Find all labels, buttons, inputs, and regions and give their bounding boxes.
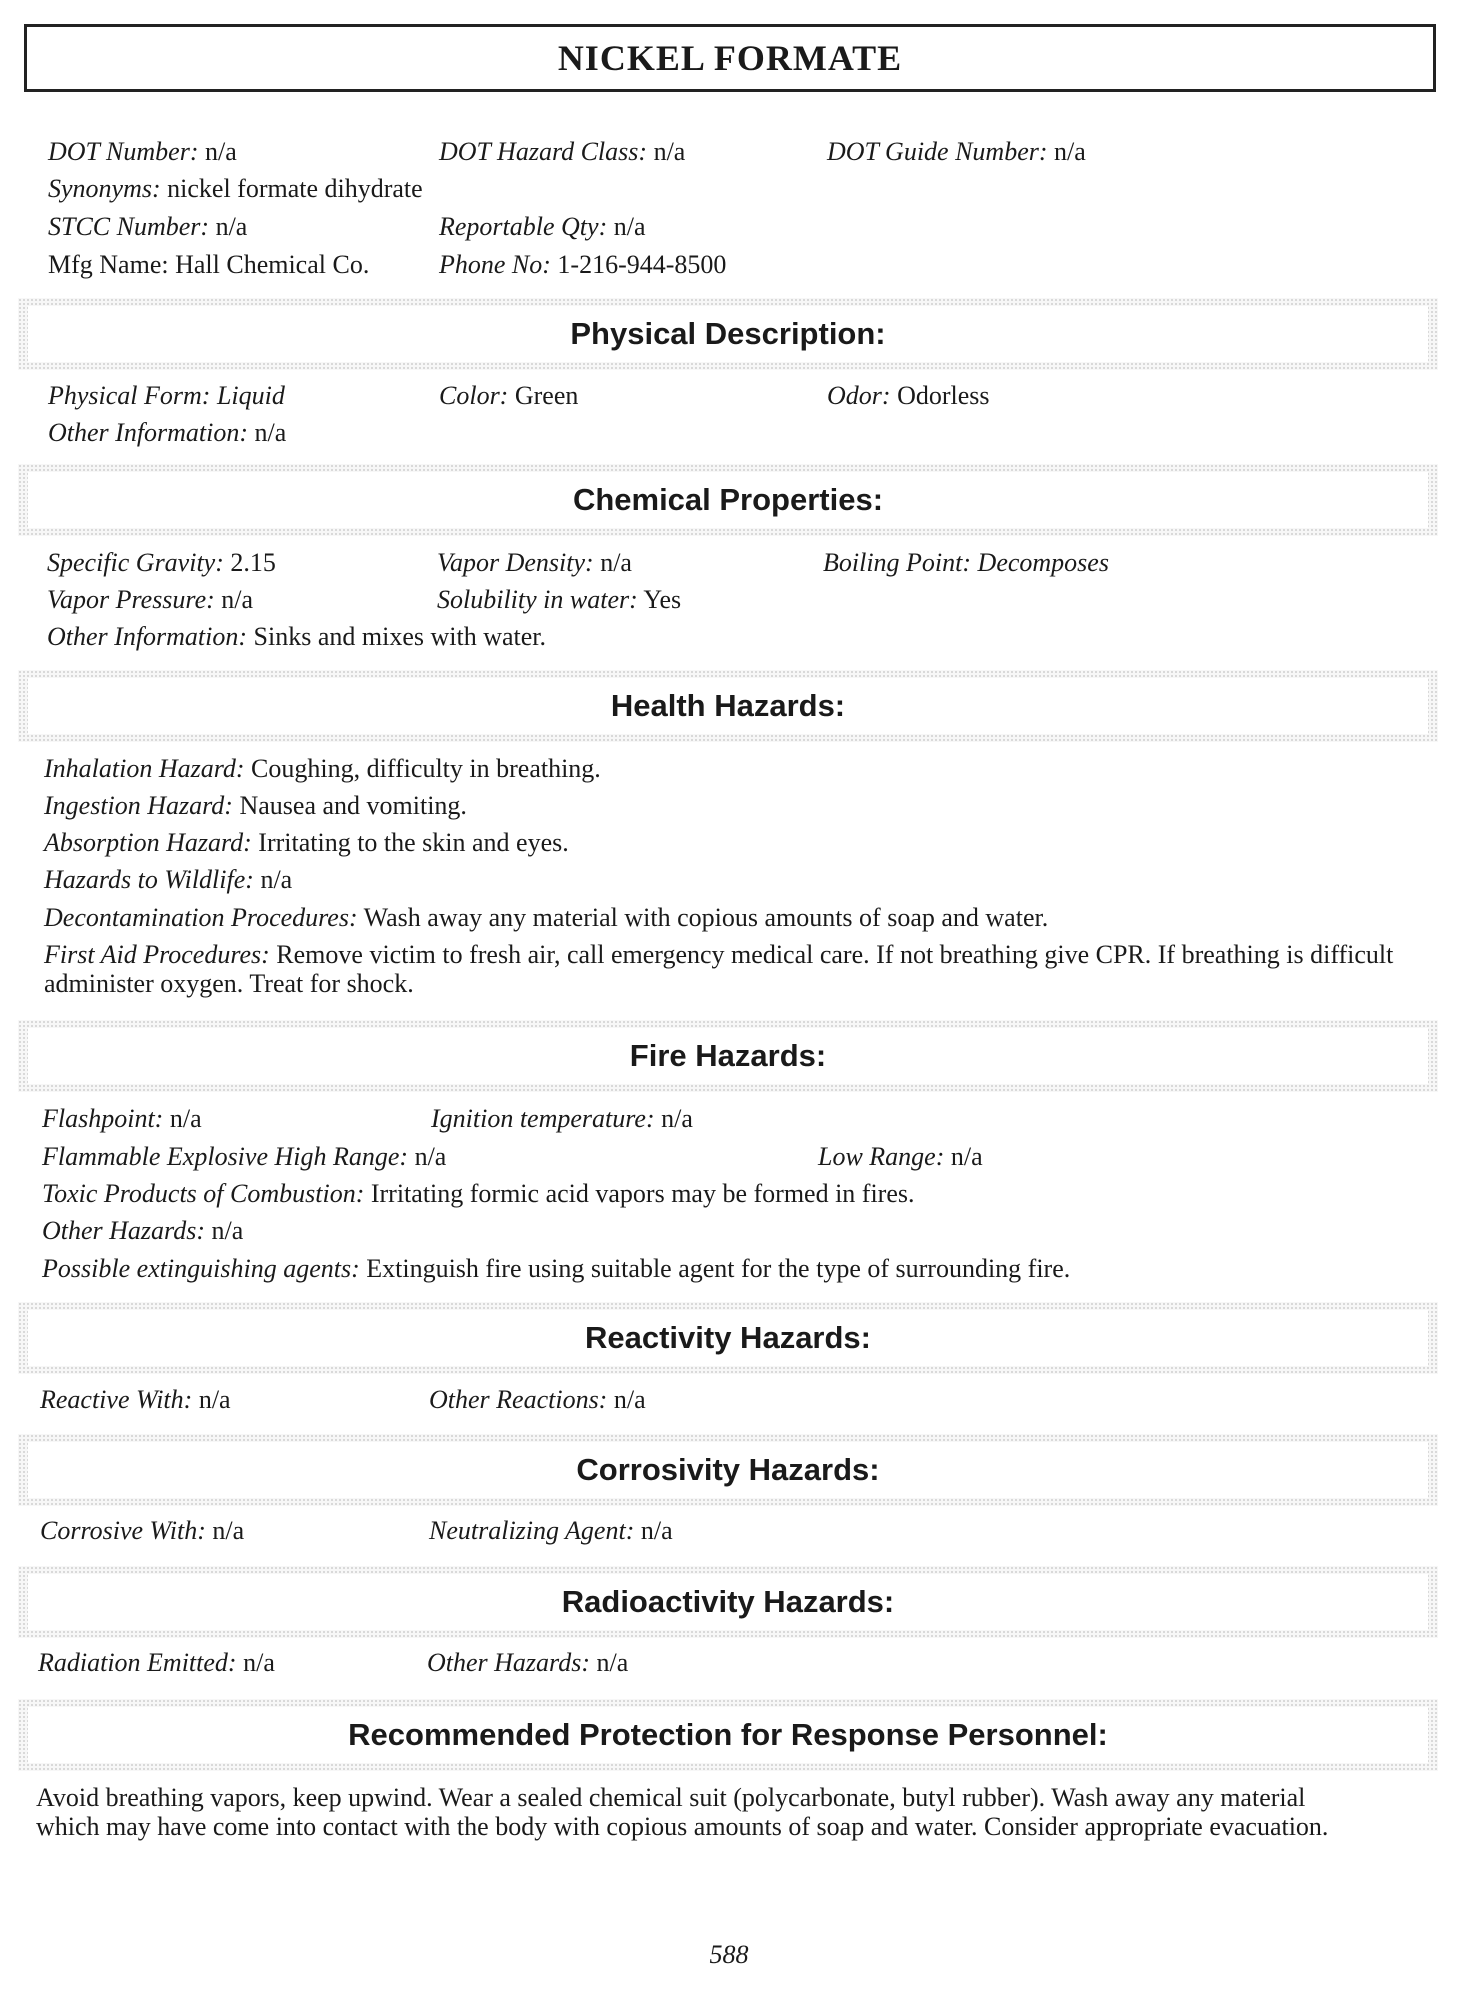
mfg-name-field: Mfg Name: Hall Chemical Co.	[48, 250, 370, 279]
fire-row-2	[42, 1142, 1422, 1172]
dot-guide-number-field: DOT Guide Number: n/a	[827, 137, 1086, 166]
toxic-products-field: Toxic Products of Combustion: Irritating formic acid vapors may be formed in fires.	[42, 1179, 915, 1208]
fire-row-1	[42, 1104, 1422, 1134]
absorption-hazard-field: Absorption Hazard: Irritating to the skin and eyes.	[44, 828, 569, 857]
first-aid-field: First Aid Procedures: Remove victim to fresh air, call emergency medical care. If not breathing give CPR. If breathing is difficult administer oxygen. Treat for shock.	[44, 940, 1394, 998]
dot-hazard-class-field: DOT Hazard Class: n/a	[439, 137, 686, 166]
section-header-chemical-properties: Chemical Properties:	[18, 464, 1438, 536]
low-range-field: Low Range: n/a	[818, 1142, 983, 1171]
radioactivity-row	[38, 1648, 1418, 1678]
flashpoint-field: Flashpoint: n/a	[42, 1104, 202, 1133]
vapor-pressure-field: Vapor Pressure: n/a	[47, 585, 254, 614]
inhalation-hazard-field: Inhalation Hazard: Coughing, difficulty in breathing.	[44, 754, 601, 783]
dot-number-field: DOT Number: n/a	[48, 137, 237, 166]
color-field: Color: Green	[439, 381, 579, 410]
solubility-field: Solubility in water: Yes	[437, 585, 682, 614]
stcc-number-field: STCC Number: n/a	[48, 212, 248, 241]
section-header-fire-hazards: Fire Hazards:	[18, 1020, 1438, 1092]
chemical-other-information-field: Other Information: Sinks and mixes with water.	[47, 622, 547, 651]
vapor-density-field: Vapor Density: n/a	[437, 548, 632, 577]
id-row-4	[48, 250, 1428, 280]
corrosive-with-field: Corrosive With: n/a	[40, 1516, 245, 1545]
section-header-radioactivity-hazards: Radioactivity Hazards:	[18, 1566, 1438, 1638]
ignition-temperature-field: Ignition temperature: n/a	[431, 1104, 693, 1133]
reactivity-row	[40, 1385, 1420, 1415]
chemical-row-2	[47, 585, 1427, 615]
section-header-protection: Recommended Protection for Response Personnel:	[18, 1699, 1438, 1771]
radiation-emitted-field: Radiation Emitted: n/a	[38, 1648, 275, 1677]
id-row-1	[48, 137, 1428, 167]
document-title	[24, 24, 1436, 92]
phone-no-field: Phone No: 1-216-944-8500	[439, 250, 727, 279]
specific-gravity-field: Specific Gravity: 2.15	[47, 548, 276, 577]
chemical-row-1	[47, 548, 1427, 578]
reportable-qty-field: Reportable Qty: n/a	[439, 212, 646, 241]
synonyms-field: Synonyms: nickel formate dihydrate	[48, 174, 423, 203]
neutralizing-agent-field: Neutralizing Agent: n/a	[429, 1516, 673, 1545]
ingestion-hazard-field: Ingestion Hazard: Nausea and vomiting.	[44, 791, 467, 820]
physical-form-field: Physical Form: Liquid	[48, 381, 285, 410]
section-header-reactivity-hazards: Reactivity Hazards:	[18, 1302, 1438, 1374]
odor-field: Odor: Odorless	[827, 381, 990, 410]
decontamination-field: Decontamination Procedures: Wash away any material with copious amounts of soap and water.	[44, 903, 1049, 932]
radioactivity-other-hazards-field: Other Hazards: n/a	[427, 1648, 629, 1677]
physical-other-information-field: Other Information: n/a	[48, 418, 287, 447]
corrosivity-row	[40, 1516, 1420, 1546]
flammable-high-range-field: Flammable Explosive High Range: n/a	[42, 1142, 447, 1171]
section-header-corrosivity-hazards: Corrosivity Hazards:	[18, 1434, 1438, 1506]
title-text: NICKEL FORMATE	[557, 38, 903, 78]
page-number: 588	[709, 1940, 749, 1969]
id-row-3	[48, 212, 1428, 242]
section-header-health-hazards: Health Hazards:	[18, 670, 1438, 742]
section-header-physical-description: Physical Description:	[18, 298, 1438, 370]
other-reactions-field: Other Reactions: n/a	[429, 1385, 646, 1414]
physical-row-1	[48, 381, 1428, 411]
boiling-point-field: Boiling Point: Decomposes	[823, 548, 1109, 577]
extinguishing-agents-field: Possible extinguishing agents: Extinguish fire using suitable agent for the type of surrounding fire.	[42, 1254, 1071, 1283]
reactive-with-field: Reactive With: n/a	[40, 1385, 231, 1414]
protection-text: Avoid breathing vapors, keep upwind. Wear a sealed chemical suit (polycarbonate, butyl rubber). Wash away any material which may have come into contact with the body with copious amounts of soap and water. Consider appropriate evacuation.	[36, 1783, 1329, 1841]
wildlife-hazard-field: Hazards to Wildlife: n/a	[44, 865, 293, 894]
fire-other-hazards-field: Other Hazards: n/a	[42, 1216, 244, 1245]
